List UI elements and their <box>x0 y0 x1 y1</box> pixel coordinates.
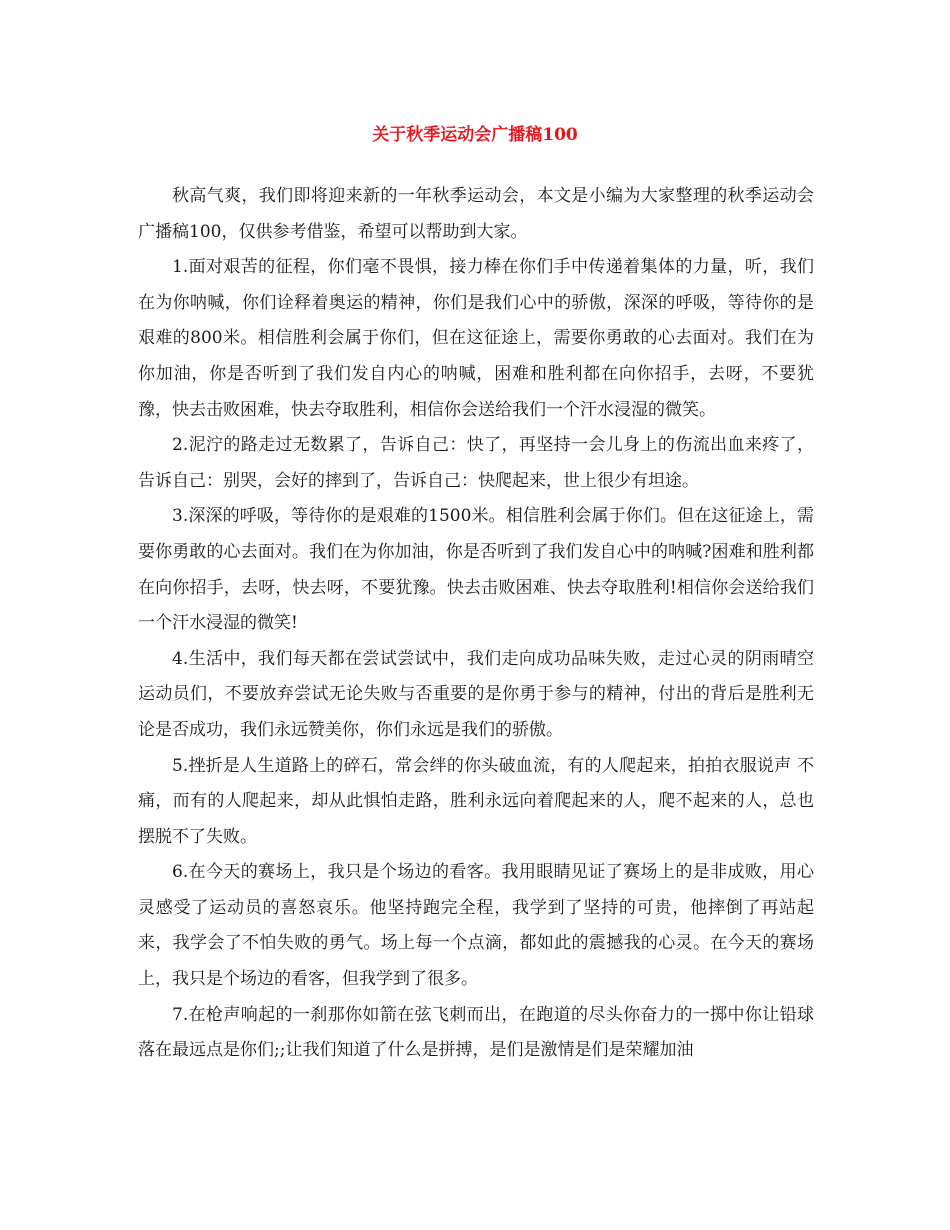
paragraph-intro: 秋高气爽，我们即将迎来新的一年秋季运动会，本文是小编为大家整理的秋季运动会广播稿100，仅供参考借鉴，希望可以帮助到大家。 <box>138 186 814 242</box>
paragraph-4: 4.生活中，我们每天都在尝试尝试中，我们走向成功品味失败，走过心灵的阴雨晴空运动员们，不要放弃尝试无论失败与否重要的是你勇于参与的精神，付出的背后是胜利无论是否成功，我们永远赞美你，你们永远是我们的骄傲。 <box>138 648 814 740</box>
paragraph-1: 1.面对艰苦的征程，你们毫不畏惧，接力棒在你们手中传递着集体的力量，听，我们在为你呐喊，你们诠释着奥运的精神，你们是我们心中的骄傲，深深的呼吸，等待你的是艰难的800米。相信胜利会属于你们，但在这征途上，需要你勇敢的心去面对。我们在为你加油，你是否听到了我们发自内心的呐喊，困难和胜利都在向你招手，去呀，不要犹豫，快去击败困难，快去夺取胜利，相信你会送给我们一个汗水浸湿的微笑。 <box>138 257 814 420</box>
paragraph-3: 3.深深的呼吸，等待你的是艰难的1500米。相信胜利会属于你们。但在这征途上，需要你勇敢的心去面对。我们在为你加油，你是否听到了我们发自心中的呐喊?困难和胜利都在向你招手，去呀，快去呀，不要犹豫。快去击败困难、快去夺取胜利!相信你会送给我们一个汗水浸湿的微笑! <box>138 506 814 634</box>
document-title: 关于秋季运动会广播稿100 <box>372 125 578 145</box>
paragraph-2: 2.泥泞的路走过无数累了，告诉自己：快了，再坚持一会儿身上的伤流出血来疼了，告诉自己：别哭，会好的摔到了，告诉自己：快爬起来，世上很少有坦途。 <box>138 435 814 491</box>
paragraph-7: 7.在枪声响起的一刹那你如箭在弦飞刺而出，在跑道的尽头你奋力的一掷中你让铅球落在最远点是你们;;让我们知道了什么是拼搏，是们是激情是们是荣耀加油 <box>138 1004 814 1061</box>
paragraph-6: 6.在今天的赛场上，我只是个场边的看客。我用眼睛见证了赛场上的是非成败，用心灵感受了运动员的喜怒哀乐。他坚持跑完全程，我学到了坚持的可贵，他摔倒了再站起来，我学会了不怕失败的勇气。场上每一个点滴，都如此的震撼我的心灵。在今天的赛场上，我只是个场边的看客，但我学到了很多。 <box>138 862 814 990</box>
paragraph-5: 5.挫折是人生道路上的碎石，常会绊的你头破血流，有的人爬起来，拍拍衣服说声 不痛，而有的人爬起来，却从此惧怕走路，胜利永远向着爬起来的人，爬不起来的人，总也摆脱不了失败。 <box>138 755 814 847</box>
document-body <box>138 179 814 1069</box>
